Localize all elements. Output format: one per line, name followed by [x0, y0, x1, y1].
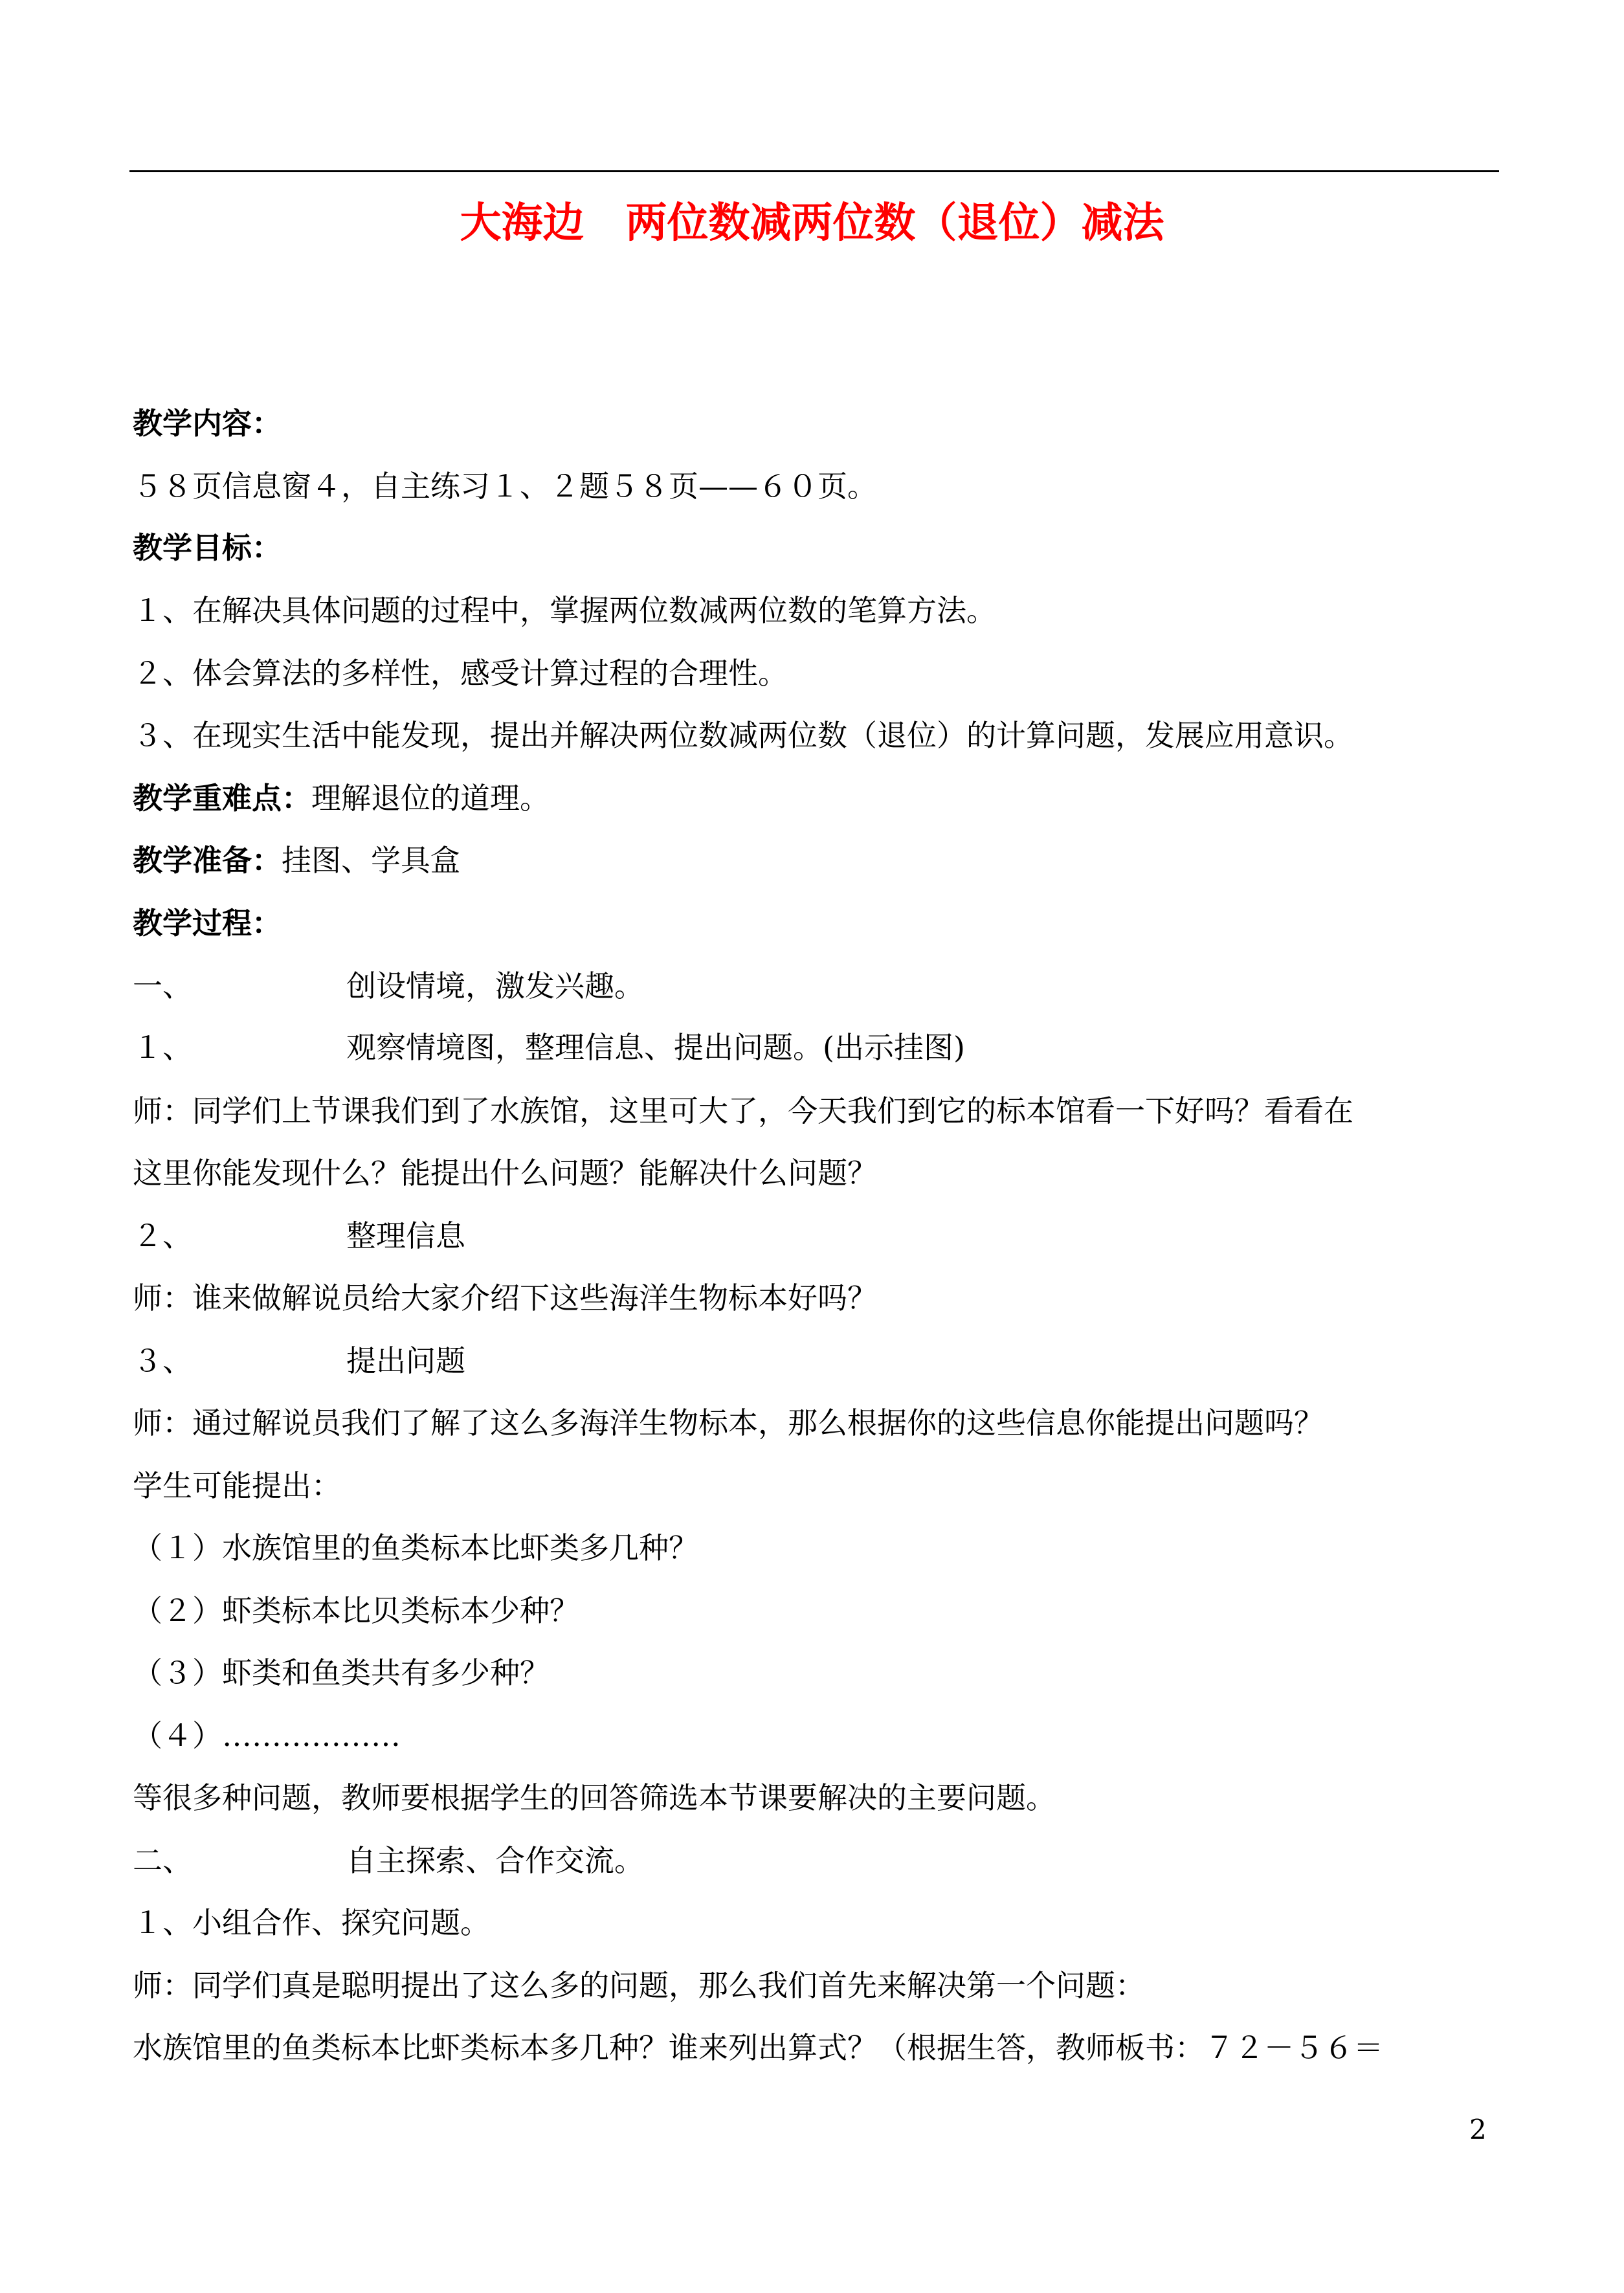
goal-item-1: １、在解决具体问题的过程中，掌握两位数减两位数的笔算方法。 [133, 593, 996, 628]
goal-item-3: ３、在现实生活中能发现，提出并解决两位数减两位数（退位）的计算问题，发展应用意识。 [133, 718, 1353, 753]
content-label: 教学内容： [133, 406, 282, 441]
section-2-title: 自主探索、合作交流。 [346, 1843, 644, 1878]
section-2-number: 二、 [133, 1843, 192, 1878]
process-label: 教学过程： [133, 906, 282, 941]
question-1: （１）水族馆里的鱼类标本比虾类多几种？ [133, 1530, 698, 1565]
step-1-1 [133, 1028, 965, 1067]
step-1-3-text: 提出问题 [346, 1343, 465, 1378]
prep-line [133, 841, 460, 880]
teacher-line-1a: 师：同学们上节课我们到了水族馆，这里可大了，今天我们到它的标本馆看一下好吗？看看在 [133, 1093, 1353, 1128]
teacher-line-4: 师：同学们真是聪明提出了这么多的问题，那么我们首先来解决第一个问题： [133, 1968, 1145, 2003]
teacher-line-3: 师：通过解说员我们了解了这么多海洋生物标本，那么根据你的这些信息你能提出问题吗？ [133, 1405, 1324, 1440]
step-2-1: １、小组合作、探究问题。 [133, 1905, 490, 1940]
section-1-title: 创设情境，激发兴趣。 [346, 968, 644, 1003]
step-1-2-text: 整理信息 [346, 1218, 465, 1253]
section-2-heading [133, 1841, 644, 1880]
goal-item-2: ２、体会算法的多样性，感受计算过程的合理性。 [133, 656, 788, 691]
prep-label: 教学准备： [133, 843, 282, 878]
summary-line: 等很多种问题，教师要根据学生的回答筛选本节课要解决的主要问题。 [133, 1780, 1056, 1815]
document-title: 大海边 两位数减两位数（退位）减法 [460, 199, 1164, 247]
last-line: 水族馆里的鱼类标本比虾类标本多几种？谁来列出算式？（根据生答，教师板书：７２－５６＝ [133, 2030, 1383, 2065]
goals-label: 教学目标： [133, 530, 282, 565]
teacher-line-1b: 这里你能发现什么？能提出什么问题？能解决什么问题？ [133, 1156, 877, 1191]
teacher-line-2: 师：谁来做解说员给大家介绍下这些海洋生物标本好吗？ [133, 1281, 877, 1315]
page-number: 2 [1469, 2114, 1487, 2145]
difficulty-line [133, 779, 550, 818]
section-1-number: 一、 [133, 968, 192, 1003]
step-1-1-text: 观察情境图，整理信息、提出问题。(出示挂图) [346, 1030, 965, 1065]
step-1-2-number: ２、 [133, 1218, 192, 1253]
difficulty-label: 教学重难点： [133, 781, 311, 816]
question-3: （３）虾类和鱼类共有多少种？ [133, 1655, 550, 1690]
header-rule [129, 170, 1499, 172]
question-2: （２）虾类标本比贝类标本少种？ [133, 1593, 579, 1628]
prep-text: 挂图、学具盒 [282, 843, 460, 878]
difficulty-text: 理解退位的道理。 [311, 781, 550, 816]
students-intro: 学生可能提出： [133, 1468, 341, 1503]
step-1-3 [133, 1341, 465, 1380]
step-1-1-number: １、 [133, 1030, 192, 1065]
step-1-3-number: ３、 [133, 1343, 192, 1378]
section-1-heading [133, 967, 644, 1005]
content-text: ５８页信息窗４，自主练习１、２题５８页——６０页。 [133, 469, 877, 504]
step-1-2 [133, 1216, 465, 1255]
question-4: （４）……………… [133, 1718, 401, 1753]
